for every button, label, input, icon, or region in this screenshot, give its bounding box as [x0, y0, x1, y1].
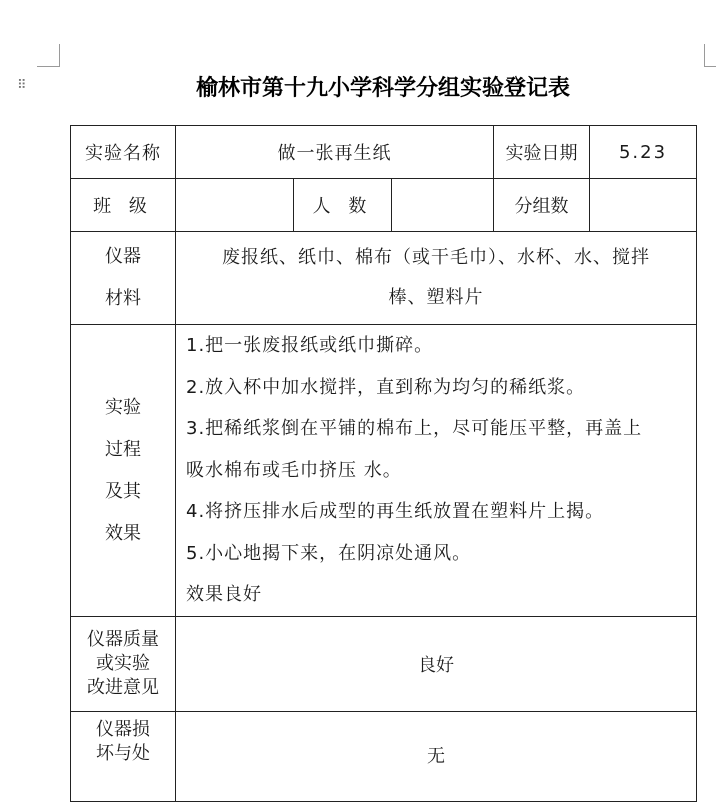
process-step: 3.把稀纸浆倒在平铺的棉布上，尽可能压平整，再盖上 [186, 418, 643, 439]
process-label-line: 及其 [105, 480, 141, 502]
table-drag-handle-icon[interactable]: ⠿ [17, 78, 26, 93]
process-result: 效果良好 [186, 584, 262, 605]
table-row [71, 325, 697, 617]
quality-label-line: 仪器质量 [87, 629, 159, 650]
materials-value[interactable] [176, 232, 697, 325]
damage-label-line: 仪器损 [96, 719, 150, 740]
process-step: 2.放入杯中加水搅拌，直到称为均匀的稀纸浆。 [186, 376, 586, 398]
experiment-date-value[interactable]: 5.23 [590, 126, 697, 179]
document-title: 榆林市第十九小学科学分组实验登记表 [195, 75, 570, 101]
damage-value[interactable]: 无 [176, 712, 697, 802]
table-row [71, 179, 697, 232]
page-corner-marker-left [37, 44, 60, 67]
quality-label [71, 617, 176, 712]
people-count-label: 人 数 [294, 179, 392, 232]
class-value[interactable] [176, 179, 294, 232]
table-row [71, 712, 697, 802]
experiment-record-table [70, 125, 697, 802]
process-label-line: 效果 [105, 522, 141, 544]
quality-label-line: 或实验 [96, 653, 150, 674]
materials-line: 棒、塑料片 [388, 287, 484, 308]
page-corner-marker-right [704, 44, 716, 67]
experiment-name-label: 实验名称 [71, 126, 176, 179]
experiment-date-label: 实验日期 [494, 126, 590, 179]
people-count-value[interactable] [392, 179, 494, 232]
group-count-label: 分组数 [494, 179, 590, 232]
process-label [71, 325, 176, 617]
process-step: 1.把一张废报纸或纸巾撕碎。 [186, 335, 434, 356]
experiment-name-value[interactable]: 做一张再生纸 [176, 126, 494, 179]
damage-label-line: 坏与处 [96, 743, 150, 764]
group-count-value[interactable] [590, 179, 697, 232]
process-step: 吸水棉布或毛巾挤压 水。 [186, 459, 402, 481]
quality-label-line: 改进意见 [87, 677, 159, 698]
class-label: 班 级 [71, 179, 176, 232]
table-row [71, 617, 697, 712]
process-step: 5.小心地揭下来，在阴凉处通风。 [186, 542, 472, 564]
process-label-line: 实验 [105, 396, 141, 418]
damage-label [71, 712, 176, 802]
materials-label-line: 仪器 [105, 246, 141, 267]
process-value[interactable] [176, 325, 697, 617]
materials-label [71, 232, 176, 325]
quality-value[interactable]: 良好 [176, 617, 697, 712]
table-row [71, 126, 697, 179]
process-step: 4.将挤压排水后成型的再生纸放置在塑料片上揭。 [186, 501, 605, 522]
materials-label-line: 材料 [105, 288, 141, 309]
materials-line: 废报纸、纸巾、棉布（或干毛巾）、水杯、水、搅拌 [222, 247, 650, 268]
process-label-line: 过程 [105, 438, 141, 460]
table-row [71, 232, 697, 325]
